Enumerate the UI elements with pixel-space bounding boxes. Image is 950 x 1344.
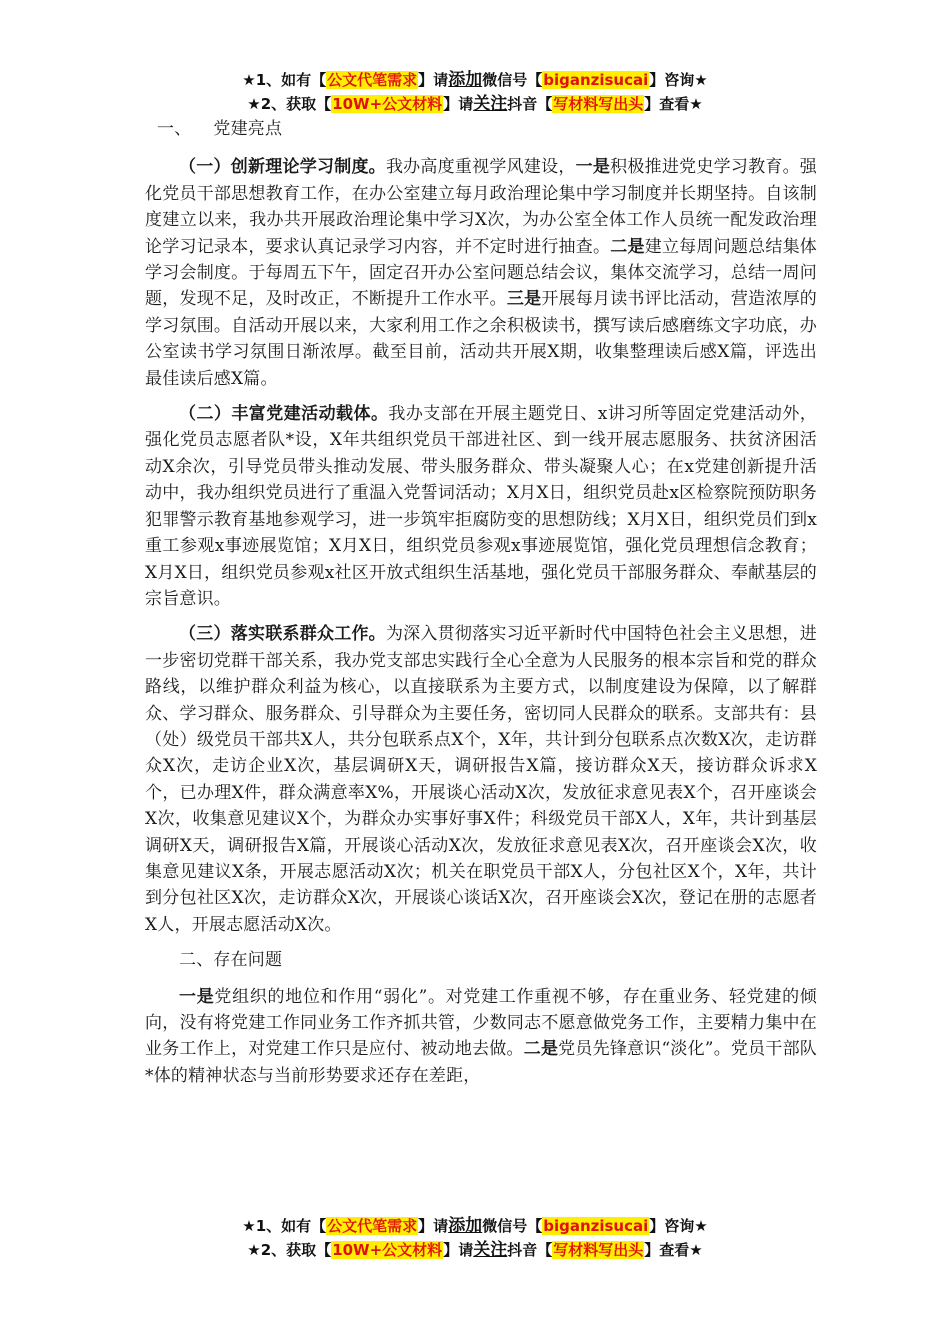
promo-banner-top <box>0 68 950 116</box>
promo-text: 】请 <box>418 71 449 89</box>
promo-highlight: 公文代笔需求 <box>327 71 418 89</box>
section-1-heading <box>145 116 817 142</box>
keyword: 一是 <box>179 986 215 1007</box>
promo-emphasis: 添加 <box>448 1216 483 1236</box>
paragraph-text: 为深入贯彻落实习近平新时代中国特色社会主义思想，进一步密切党群干部关系，我办党支部忠实践行全心全意为人民服务的根本宗旨和党的群众路线，以维护群众利益为核心，以直接联系为主要方式，以制度建设为保障，以了解群众、学习群众、服务群众、引导群众为主要任务，密切同人民群众的联系。支部共有：县（处）级党员干部共X人，共分包联系点X个，X年，共计到分包联系点次数X次，走访群众X次，走访企业X次，基层调研X天，调研报告X篇，接访群众X天，接访群众诉求X个，已办理X件，群众满意率X%，开展谈心活动X次，发放征求意见表X个，召开座谈会X次，收集意见建议X个，为群众办实事好事X件；科级党员干部X人，X年，共计到基层调研X天，调研报告X篇，开展谈心活动X次，发放征求意见表X次，召开座谈会X次，收集意见建议X条，开展志愿活动X次；机关在职党员干部X人，分包社区X个，X年，共计到分包社区X次，走访群众X次，开展谈心谈话X次，召开座谈会X次，登记在册的志愿者X人，开展志愿活动X次。 <box>145 624 817 935</box>
promo-text: 】请 <box>443 95 474 113</box>
subheading: （二）丰富党建活动载体。 <box>179 404 389 425</box>
promo-emphasis: 关注 <box>473 94 508 114</box>
promo-highlight: 10W+公文材料 <box>332 1241 443 1259</box>
promo-banner-bottom <box>0 1214 950 1262</box>
subheading: （一）创新理论学习制度。 <box>179 157 386 178</box>
promo-wechat-id: biganzisucai <box>543 71 649 89</box>
promo-text: ★1、如有【 <box>242 1217 327 1235</box>
promo-emphasis: 关注 <box>473 1240 508 1260</box>
keyword: 二是 <box>610 236 645 257</box>
paragraph-text: 我办支部在开展主题党日、x讲习所等固定党建活动外，强化党员志愿者队*设，X年共组织党员干部进社区、到一线开展志愿服务、扶贫济困活动X余次，引导党员带头推动发展、带头服务群众、带头凝聚人心；在x党建创新提升活动中，我办组织党员进行了重温入党誓词活动；X月X日，组织党员赴x区检察院预防职务犯罪警示教育基地参观学习，进一步筑牢拒腐防变的思想防线；X月X日，组织党员们到x重工参观x事迹展览馆；X月X日，组织党员参观x事迹展览馆，强化党员理想信念教育；X月X日，组织党员参观x社区开放式组织生活基地，强化党员干部服务群众、奉献基层的宗旨意识。 <box>145 404 817 609</box>
paragraph-1 <box>145 154 817 392</box>
promo-text: 微信号【 <box>482 1217 543 1235</box>
section-title: 党建亮点 <box>213 119 283 139</box>
promo-text: 】请 <box>443 1241 474 1259</box>
promo-text: 抖音【 <box>507 95 553 113</box>
promo-text: 】咨询★ <box>649 71 708 89</box>
paragraph-3 <box>145 621 817 938</box>
promo-text: 】咨询★ <box>649 1217 708 1235</box>
promo-text: 微信号【 <box>482 71 543 89</box>
keyword: 二是 <box>523 1039 559 1060</box>
paragraph-text: 开展每月读书评比活动，营造浓厚的学习氛围。自活动开展以来，大家利用工作之余积极读书，撰写读后感磨练文字功底，办公室读书学习氛围日渐浓厚。截至目前，活动共开展X期，收集整理读后感X篇，评选出最佳读后感X篇。 <box>145 289 817 389</box>
promo-emphasis: 添加 <box>448 70 483 90</box>
subheading: （三）落实联系群众工作。 <box>179 624 386 645</box>
promo-highlight: 公文代笔需求 <box>327 1217 418 1235</box>
paragraph-text: 我办高度重视学风建设， <box>385 157 576 178</box>
paragraph-text: 党员先锋意识“淡化”。党员干部队*体的精神状态与当前形势要求还存在差距， <box>145 1039 817 1086</box>
promo-line-2 <box>0 92 950 116</box>
promo-text: 】查看★ <box>644 95 703 113</box>
keyword: 三是 <box>506 289 542 310</box>
section-number: 一、 <box>157 119 192 139</box>
promo-highlight: 10W+公文材料 <box>332 95 443 113</box>
paragraph-2 <box>145 401 817 612</box>
promo-wechat-id: biganzisucai <box>543 1217 649 1235</box>
promo-douyin-id: 写材料写出头 <box>553 95 644 113</box>
keyword: 一是 <box>575 157 611 178</box>
promo-text: ★1、如有【 <box>242 71 327 89</box>
promo-text: ★2、获取【 <box>247 95 332 113</box>
section-2-heading: 二、存在问题 <box>179 950 283 971</box>
paragraph-text: 党组织的地位和作用“弱化”。对党建工作重视不够，存在重业务、轻党建的倾向，没有将党建工作同业务工作齐抓共管，少数同志不愿意做党务工作，主要精力集中在业务工作上，对党建工作只是应付、被动地去做。 <box>145 986 817 1060</box>
promo-text: 】请 <box>418 1217 449 1235</box>
paragraph-text: 建立每周问题总结集体学习会制度。于每周五下午，固定召开办公室问题总结会议，集体交流学习，总结一周问题，发现不足，及时改正，不断提升工作水平。 <box>145 236 817 310</box>
promo-line-1 <box>0 68 950 92</box>
promo-text: ★2、获取【 <box>247 1241 332 1259</box>
promo-douyin-id: 写材料写出头 <box>553 1241 644 1259</box>
paragraph-4 <box>145 984 817 1090</box>
promo-text: 】查看★ <box>644 1241 703 1259</box>
promo-line-2 <box>0 1238 950 1262</box>
promo-text: 抖音【 <box>507 1241 553 1259</box>
document-body <box>145 116 817 1098</box>
promo-line-1 <box>0 1214 950 1238</box>
paragraph-text: 积极推进党史学习教育。强化党员干部思想教育工作，在办公室建立每月政治理论集中学习制度并长期坚持。自该制度建立以来，我办共开展政治理论集中学习X次，为办公室全体工作人员统一配发政治理论学习记录本，要求认真记录学习内容，并不定时进行抽查。 <box>145 157 818 257</box>
